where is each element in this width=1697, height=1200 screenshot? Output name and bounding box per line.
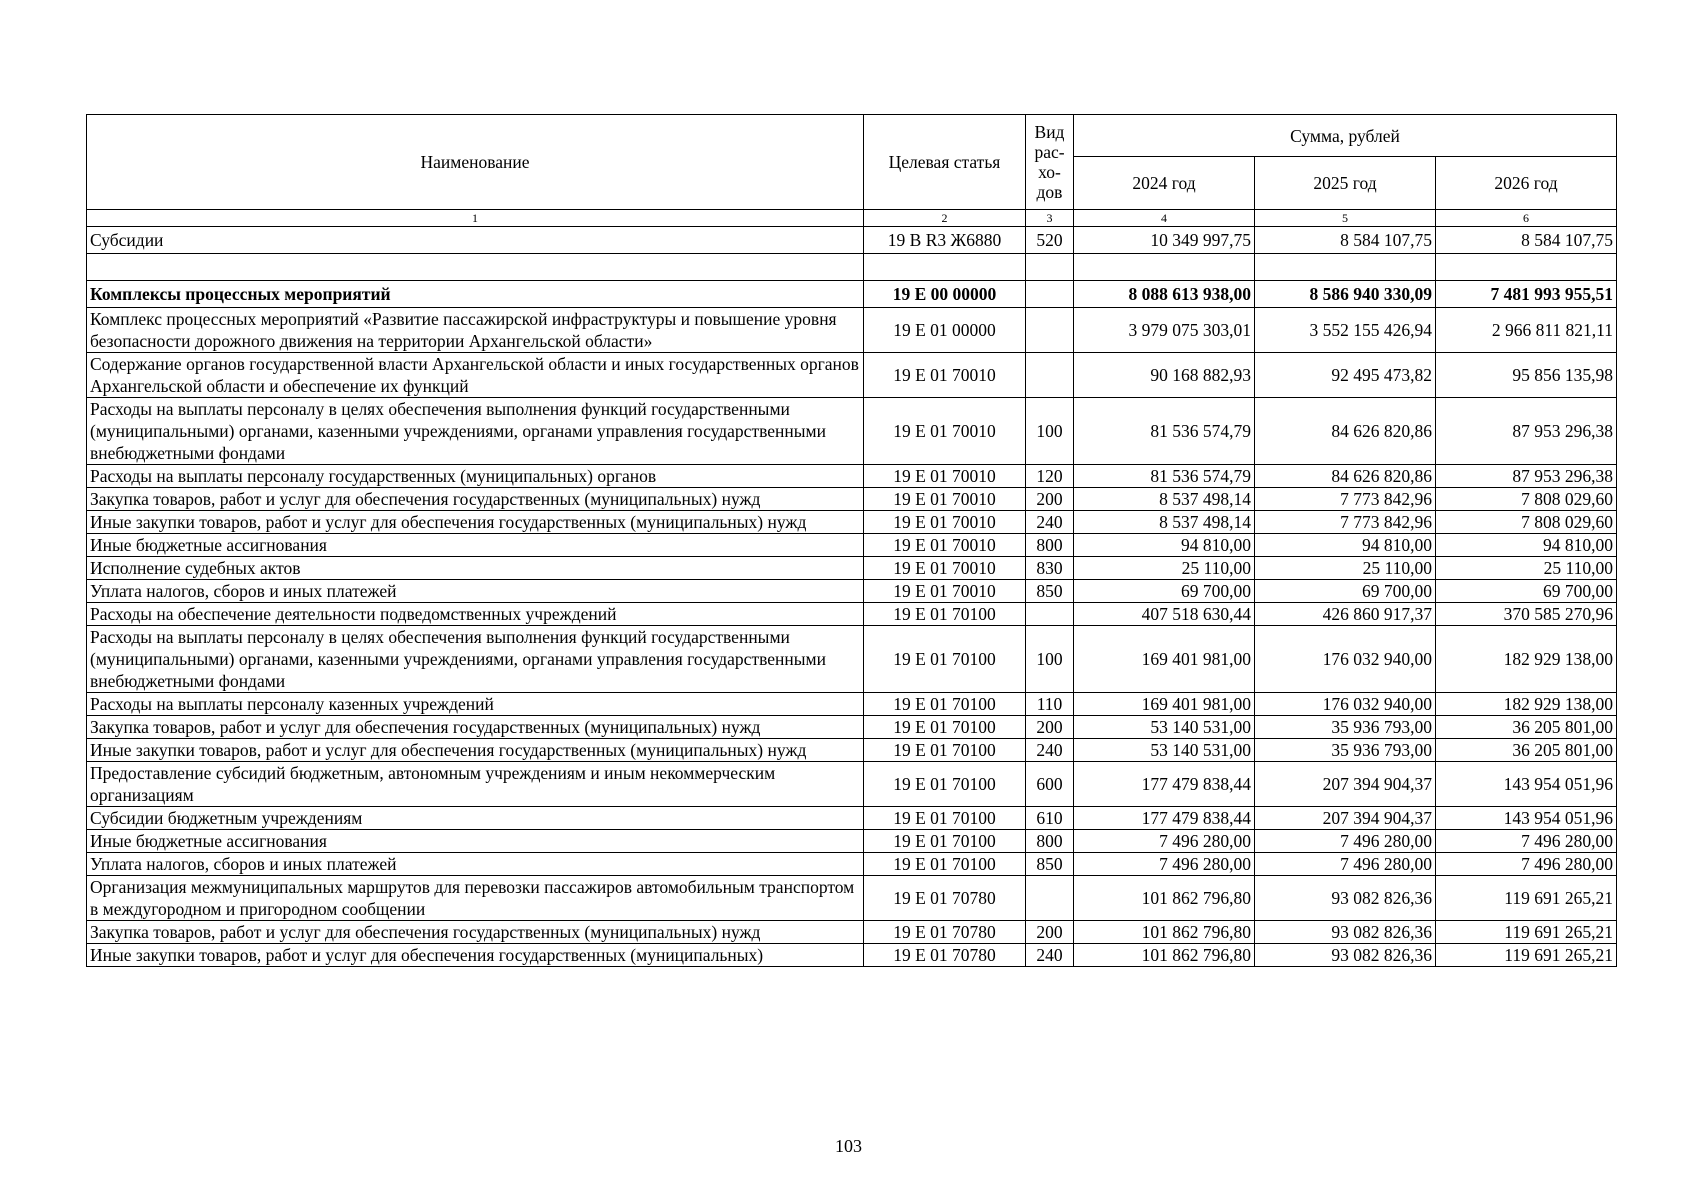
- row-code: 19 Е 01 70100: [864, 693, 1026, 716]
- row-type: 100: [1026, 398, 1074, 465]
- row-value-2026: 8 584 107,75: [1436, 227, 1617, 254]
- row-code: 19 Е 01 70100: [864, 830, 1026, 853]
- row-type: [1026, 603, 1074, 626]
- row-code: 19 Е 01 70010: [864, 398, 1026, 465]
- empty-cell: [1255, 254, 1436, 281]
- row-name: Иные закупки товаров, работ и услуг для обеспечения государственных (муниципальных) нужд: [87, 739, 864, 762]
- header-year-2026: 2026 год: [1436, 157, 1617, 210]
- row-code: 19 Е 01 70010: [864, 465, 1026, 488]
- table-row: [87, 716, 1617, 739]
- table-row: [87, 626, 1617, 693]
- row-code: 19 Е 01 70010: [864, 511, 1026, 534]
- row-value-2025: 207 394 904,37: [1255, 807, 1436, 830]
- row-value-2026: 25 110,00: [1436, 557, 1617, 580]
- header-year-2024: 2024 год: [1074, 157, 1255, 210]
- table-row: [87, 944, 1617, 967]
- empty-cell: [1026, 254, 1074, 281]
- row-value-2024: 8 537 498,14: [1074, 488, 1255, 511]
- row-value-2025: 3 552 155 426,94: [1255, 308, 1436, 353]
- row-value-2024: 10 349 997,75: [1074, 227, 1255, 254]
- row-code: 19 Е 01 70100: [864, 762, 1026, 807]
- row-value-2026: 7 496 280,00: [1436, 830, 1617, 853]
- row-value-2026: 119 691 265,21: [1436, 921, 1617, 944]
- row-value-2024: 7 496 280,00: [1074, 830, 1255, 853]
- row-value-2025: 25 110,00: [1255, 557, 1436, 580]
- row-value-2025: 93 082 826,36: [1255, 921, 1436, 944]
- row-value-2026: 182 929 138,00: [1436, 693, 1617, 716]
- row-value-2026: 143 954 051,96: [1436, 762, 1617, 807]
- row-code: 19 Е 01 70010: [864, 353, 1026, 398]
- row-value-2026: 119 691 265,21: [1436, 876, 1617, 921]
- empty-cell: [87, 254, 864, 281]
- row-type: 240: [1026, 511, 1074, 534]
- col-number-3: 3: [1026, 210, 1074, 227]
- row-value-2024: 81 536 574,79: [1074, 398, 1255, 465]
- row-value-2026: 94 810,00: [1436, 534, 1617, 557]
- row-code: 19 Е 01 70100: [864, 603, 1026, 626]
- row-code: 19 Е 01 70780: [864, 921, 1026, 944]
- row-code: 19 Е 01 70010: [864, 488, 1026, 511]
- row-type: 240: [1026, 739, 1074, 762]
- row-name: Субсидии бюджетным учреждениям: [87, 807, 864, 830]
- table-row: [87, 398, 1617, 465]
- row-name: Комплексы процессных мероприятий: [87, 281, 864, 308]
- row-name: Расходы на выплаты персоналу государственных (муниципальных) органов: [87, 465, 864, 488]
- header-expense-type: Вид рас- хо- дов: [1026, 115, 1074, 210]
- row-name: Расходы на выплаты персоналу казенных учреждений: [87, 693, 864, 716]
- row-code: 19 Е 01 70100: [864, 626, 1026, 693]
- row-value-2026: 36 205 801,00: [1436, 739, 1617, 762]
- row-value-2025: 7 773 842,96: [1255, 488, 1436, 511]
- row-code: 19 Е 01 70100: [864, 807, 1026, 830]
- table-row-empty: [87, 254, 1617, 281]
- empty-cell: [1074, 254, 1255, 281]
- row-value-2026: 87 953 296,38: [1436, 398, 1617, 465]
- row-type: 800: [1026, 534, 1074, 557]
- row-name: Иные закупки товаров, работ и услуг для обеспечения государственных (муниципальных) нужд: [87, 511, 864, 534]
- table-row: [87, 580, 1617, 603]
- row-value-2026: 36 205 801,00: [1436, 716, 1617, 739]
- row-value-2025: 7 496 280,00: [1255, 853, 1436, 876]
- col-number-6: 6: [1436, 210, 1617, 227]
- row-type: 200: [1026, 716, 1074, 739]
- row-name: Содержание органов государственной власти Архангельской области и иных государственных органов Архангельской области и обеспечение их функций: [87, 353, 864, 398]
- row-code: 19 Е 01 70780: [864, 944, 1026, 967]
- row-value-2025: 8 586 940 330,09: [1255, 281, 1436, 308]
- empty-cell: [864, 254, 1026, 281]
- row-name: Уплата налогов, сборов и иных платежей: [87, 853, 864, 876]
- row-name: Субсидии: [87, 227, 864, 254]
- row-value-2025: 207 394 904,37: [1255, 762, 1436, 807]
- row-value-2024: 177 479 838,44: [1074, 807, 1255, 830]
- header-name: Наименование: [87, 115, 864, 210]
- row-value-2026: 7 496 280,00: [1436, 853, 1617, 876]
- row-value-2025: 84 626 820,86: [1255, 398, 1436, 465]
- table-row: [87, 830, 1617, 853]
- row-code: 19 Е 01 00000: [864, 308, 1026, 353]
- table-row: [87, 921, 1617, 944]
- row-value-2025: 7 496 280,00: [1255, 830, 1436, 853]
- empty-cell: [1436, 254, 1617, 281]
- col-number-1: 1: [87, 210, 864, 227]
- row-value-2024: 8 088 613 938,00: [1074, 281, 1255, 308]
- row-value-2025: 35 936 793,00: [1255, 739, 1436, 762]
- row-type: [1026, 281, 1074, 308]
- row-value-2025: 94 810,00: [1255, 534, 1436, 557]
- table-row: [87, 227, 1617, 254]
- row-value-2025: 176 032 940,00: [1255, 693, 1436, 716]
- row-type: 120: [1026, 465, 1074, 488]
- table-row: [87, 308, 1617, 353]
- table-row: [87, 876, 1617, 921]
- row-value-2025: 8 584 107,75: [1255, 227, 1436, 254]
- row-name: Уплата налогов, сборов и иных платежей: [87, 580, 864, 603]
- row-value-2025: 93 082 826,36: [1255, 876, 1436, 921]
- row-name: Комплекс процессных мероприятий «Развитие пассажирской инфраструктуры и повышение уровня безопасности дорожного движения на территории Архангельской области»: [87, 308, 864, 353]
- row-type: 200: [1026, 921, 1074, 944]
- budget-table-container: [86, 114, 1616, 967]
- row-code: 19 Е 01 70010: [864, 534, 1026, 557]
- row-value-2025: 7 773 842,96: [1255, 511, 1436, 534]
- row-value-2026: 7 481 993 955,51: [1436, 281, 1617, 308]
- col-number-2: 2: [864, 210, 1026, 227]
- row-name: Закупка товаров, работ и услуг для обеспечения государственных (муниципальных) нужд: [87, 921, 864, 944]
- col-number-4: 4: [1074, 210, 1255, 227]
- row-code: 19 В R3 Ж6880: [864, 227, 1026, 254]
- col-number-5: 5: [1255, 210, 1436, 227]
- row-name: Организация межмуниципальных маршрутов для перевозки пассажиров автомобильным транспортом в междугородном и пригородном сообщении: [87, 876, 864, 921]
- row-value-2024: 407 518 630,44: [1074, 603, 1255, 626]
- row-value-2025: 176 032 940,00: [1255, 626, 1436, 693]
- row-value-2025: 69 700,00: [1255, 580, 1436, 603]
- row-value-2024: 169 401 981,00: [1074, 626, 1255, 693]
- row-value-2025: 84 626 820,86: [1255, 465, 1436, 488]
- row-type: 110: [1026, 693, 1074, 716]
- row-code: 19 Е 01 70780: [864, 876, 1026, 921]
- table-row: [87, 488, 1617, 511]
- row-value-2024: 101 862 796,80: [1074, 876, 1255, 921]
- row-type: 610: [1026, 807, 1074, 830]
- table-row: [87, 557, 1617, 580]
- row-type: [1026, 353, 1074, 398]
- header-year-2025: 2025 год: [1255, 157, 1436, 210]
- row-type: 850: [1026, 580, 1074, 603]
- budget-table: [86, 114, 1617, 967]
- row-name: Закупка товаров, работ и услуг для обеспечения государственных (муниципальных) нужд: [87, 488, 864, 511]
- row-value-2024: 94 810,00: [1074, 534, 1255, 557]
- table-row: [87, 739, 1617, 762]
- row-value-2024: 25 110,00: [1074, 557, 1255, 580]
- row-value-2024: 177 479 838,44: [1074, 762, 1255, 807]
- row-value-2026: 95 856 135,98: [1436, 353, 1617, 398]
- row-name: Предоставление субсидий бюджетным, автономным учреждениям и иным некоммерческим организациям: [87, 762, 864, 807]
- table-row: [87, 807, 1617, 830]
- row-type: 520: [1026, 227, 1074, 254]
- row-code: 19 Е 01 70100: [864, 739, 1026, 762]
- row-value-2026: 7 808 029,60: [1436, 511, 1617, 534]
- row-type: [1026, 876, 1074, 921]
- row-name: Расходы на выплаты персоналу в целях обеспечения выполнения функций государственными (муниципальными) органами, казенными учреждениями, органами управления государственными внебюджетными фондами: [87, 626, 864, 693]
- row-name: Иные бюджетные ассигнования: [87, 534, 864, 557]
- row-value-2026: 7 808 029,60: [1436, 488, 1617, 511]
- row-value-2024: 53 140 531,00: [1074, 716, 1255, 739]
- table-row: [87, 353, 1617, 398]
- row-type: 100: [1026, 626, 1074, 693]
- row-name: Иные бюджетные ассигнования: [87, 830, 864, 853]
- table-row: [87, 511, 1617, 534]
- row-type: 600: [1026, 762, 1074, 807]
- row-type: 200: [1026, 488, 1074, 511]
- row-name: Иные закупки товаров, работ и услуг для обеспечения государственных (муниципальных): [87, 944, 864, 967]
- row-value-2024: 169 401 981,00: [1074, 693, 1255, 716]
- row-code: 19 Е 01 70100: [864, 853, 1026, 876]
- table-row: [87, 853, 1617, 876]
- header-sum: Сумма, рублей: [1074, 115, 1617, 157]
- row-type: 240: [1026, 944, 1074, 967]
- row-value-2024: 81 536 574,79: [1074, 465, 1255, 488]
- table-row: [87, 762, 1617, 807]
- row-value-2025: 93 082 826,36: [1255, 944, 1436, 967]
- row-value-2024: 3 979 075 303,01: [1074, 308, 1255, 353]
- row-type: 850: [1026, 853, 1074, 876]
- row-code: 19 Е 01 70100: [864, 716, 1026, 739]
- row-value-2024: 101 862 796,80: [1074, 944, 1255, 967]
- row-code: 19 Е 00 00000: [864, 281, 1026, 308]
- row-code: 19 Е 01 70010: [864, 557, 1026, 580]
- row-type: 830: [1026, 557, 1074, 580]
- row-value-2024: 53 140 531,00: [1074, 739, 1255, 762]
- row-value-2026: 143 954 051,96: [1436, 807, 1617, 830]
- row-value-2026: 87 953 296,38: [1436, 465, 1617, 488]
- table-row: [87, 281, 1617, 308]
- row-value-2024: 101 862 796,80: [1074, 921, 1255, 944]
- row-value-2026: 2 966 811 821,11: [1436, 308, 1617, 353]
- table-row: [87, 534, 1617, 557]
- row-name: Исполнение судебных актов: [87, 557, 864, 580]
- row-value-2025: 35 936 793,00: [1255, 716, 1436, 739]
- row-code: 19 Е 01 70010: [864, 580, 1026, 603]
- row-type: 800: [1026, 830, 1074, 853]
- row-value-2026: 182 929 138,00: [1436, 626, 1617, 693]
- row-name: Расходы на обеспечение деятельности подведомственных учреждений: [87, 603, 864, 626]
- page-number: 103: [835, 1136, 862, 1156]
- table-row: [87, 603, 1617, 626]
- row-value-2025: 92 495 473,82: [1255, 353, 1436, 398]
- table-row: [87, 693, 1617, 716]
- row-value-2024: 69 700,00: [1074, 580, 1255, 603]
- row-type: [1026, 308, 1074, 353]
- row-value-2024: 8 537 498,14: [1074, 511, 1255, 534]
- row-value-2026: 119 691 265,21: [1436, 944, 1617, 967]
- header-target-article: Целевая статья: [864, 115, 1026, 210]
- row-value-2025: 426 860 917,37: [1255, 603, 1436, 626]
- row-value-2026: 370 585 270,96: [1436, 603, 1617, 626]
- row-value-2024: 90 168 882,93: [1074, 353, 1255, 398]
- table-row: [87, 465, 1617, 488]
- row-name: Расходы на выплаты персоналу в целях обеспечения выполнения функций государственными (муниципальными) органами, казенными учреждениями, органами управления государственными внебюджетными фондами: [87, 398, 864, 465]
- row-value-2026: 69 700,00: [1436, 580, 1617, 603]
- row-value-2024: 7 496 280,00: [1074, 853, 1255, 876]
- row-name: Закупка товаров, работ и услуг для обеспечения государственных (муниципальных) нужд: [87, 716, 864, 739]
